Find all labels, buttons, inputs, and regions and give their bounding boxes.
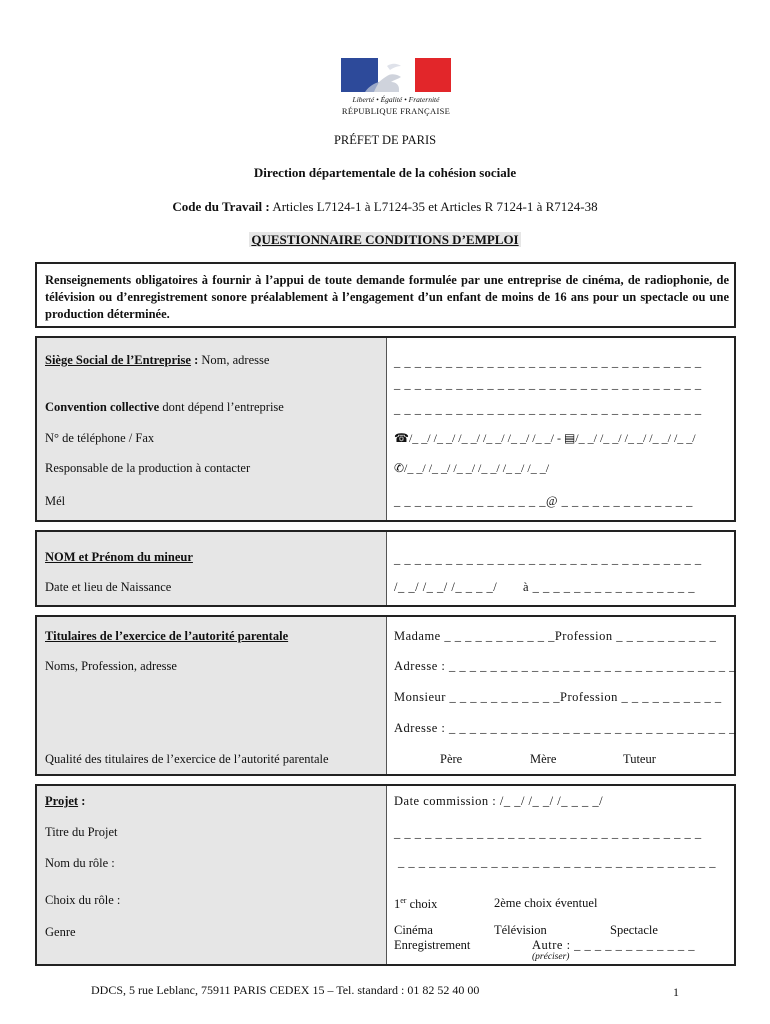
code-label: Code du Travail : xyxy=(172,199,270,214)
convention-label-row xyxy=(45,400,284,415)
siege-label: Siège Social de l’Entreprise xyxy=(45,353,191,367)
mel-field[interactable]: _ _ _ _ _ _ _ _ _ _ _ _ _ _ _@ _ _ _ _ _ _ _ _ _ _ _ _ _ xyxy=(394,494,693,508)
pere-option[interactable]: Père xyxy=(440,752,463,766)
prefet-title: PRÉFET DE PARIS xyxy=(333,133,437,147)
tel-fax-field[interactable]: ☎/_ _/ /_ _/ /_ _/ /_ _/ /_ _/ /_ _/ - ▤/_ _/ /_ _/ /_ _/ /_ _/ /_ _/ xyxy=(394,431,696,445)
genre-cinema-option[interactable]: Cinéma xyxy=(394,923,433,937)
choix-1-option[interactable] xyxy=(394,896,437,912)
nom-role-field[interactable]: _ _ _ _ _ _ _ _ _ _ _ _ _ _ _ _ _ _ _ _ _ _ _ _ _ _ _ _ _ _ _ xyxy=(398,855,716,869)
autorite-noms-label: Noms, Profession, adresse xyxy=(45,659,177,673)
titre-projet-field[interactable]: _ _ _ _ _ _ _ _ _ _ _ _ _ _ _ _ _ _ _ _ _ _ _ _ _ _ _ _ _ _ xyxy=(394,826,702,840)
genre-enregistrement-option[interactable]: Enregistrement xyxy=(394,938,471,952)
choix-2-option[interactable]: 2ème choix éventuel xyxy=(494,896,598,910)
siege-rest: Nom, adresse xyxy=(201,353,270,367)
titre-projet-label: Titre du Projet xyxy=(45,825,118,839)
choix-1-sup: er xyxy=(400,896,407,905)
footer-address: DDCS, 5 rue Leblanc, 75911 PARIS CEDEX 15 – Tel. standard : 01 82 52 40 00 xyxy=(91,983,480,997)
autorite-section xyxy=(35,615,736,776)
responsable-label: Responsable de la production à contacter xyxy=(45,461,251,475)
nom-role-label: Nom du rôle : xyxy=(45,856,115,870)
monsieur-field[interactable]: Monsieur _ _ _ _ _ _ _ _ _ _ _Profession _ _ _ _ _ _ _ _ _ _ xyxy=(394,690,722,704)
choix-1-rest: choix xyxy=(406,897,438,912)
preciser-hint: (préciser) xyxy=(532,952,570,962)
choix-1-num: 1 xyxy=(394,897,401,912)
autorite-title: Titulaires de l’exercice de l’autorité parentale xyxy=(45,629,289,643)
genre-spectacle-option[interactable]: Spectacle xyxy=(610,923,658,937)
responsable-phone-field[interactable]: ✆/_ _/ /_ _/ /_ _/ /_ _/ /_ _/ /_ _/ xyxy=(394,461,550,475)
entreprise-section xyxy=(35,336,736,522)
siege-line-1[interactable]: _ _ _ _ _ _ _ _ _ _ _ _ _ _ _ _ _ _ _ _ _ _ _ _ _ _ _ _ _ _ xyxy=(394,355,702,369)
code-travail xyxy=(0,199,770,215)
madame-field[interactable]: Madame _ _ _ _ _ _ _ _ _ _ _Profession _ _ _ _ _ _ _ _ _ _ xyxy=(394,629,717,643)
tel-label: N° de téléphone / Fax xyxy=(45,431,155,445)
intro-text: Renseignements obligatoires à fournir à l’appui de toute demande formulée par une entreprise de cinéma, de radiophonie, de télévision ou d’enregistrement sonore préalablement à l’engagement d’un enfant de moins de 16 ans pour un spectacle ou une production déterminée. xyxy=(45,273,729,321)
projet-title-row xyxy=(45,794,85,809)
siege-line-2[interactable]: _ _ _ _ _ _ _ _ _ _ _ _ _ _ _ _ _ _ _ _ _ _ _ _ _ _ _ _ _ _ xyxy=(394,377,702,391)
adresse-monsieur-field[interactable]: Adresse : _ _ _ _ _ _ _ _ _ _ _ _ _ _ _ _ _ _ _ _ _ _ _ _ _ _ _ _ xyxy=(394,721,736,735)
mineur-nom-label: NOM et Prénom du mineur xyxy=(45,550,193,564)
mere-option[interactable]: Mère xyxy=(530,752,557,766)
intro-box xyxy=(35,262,736,328)
genre-autre-field[interactable]: Autre : _ _ _ _ _ _ _ _ _ _ _ _ xyxy=(532,938,696,952)
siege-label-row xyxy=(45,353,269,368)
adresse-madame-field[interactable]: Adresse : _ _ _ _ _ _ _ _ _ _ _ _ _ _ _ _ _ _ _ _ _ _ _ _ _ _ _ _ xyxy=(394,659,736,673)
mineur-nom-field[interactable]: _ _ _ _ _ _ _ _ _ _ _ _ _ _ _ _ _ _ _ _ _ _ _ _ _ _ _ _ _ _ xyxy=(394,552,702,566)
logo-republic: RÉPUBLIQUE FRANÇAISE xyxy=(341,106,451,116)
convention-label: Convention collective xyxy=(45,400,160,414)
qualite-label: Qualité des titulaires de l’exercice de l’autorité parentale xyxy=(45,752,329,766)
questionnaire-title: QUESTIONNAIRE CONDITIONS D’EMPLOI xyxy=(251,232,519,247)
code-text: Articles L7124-1 à L7124-35 et Articles R 7124-1 à R7124-38 xyxy=(272,199,598,214)
page-number: 1 xyxy=(673,985,679,999)
direction-title: Direction départementale de la cohésion sociale xyxy=(253,165,517,180)
genre-television-option[interactable]: Télévision xyxy=(494,923,547,937)
marianne-flag-icon xyxy=(341,58,451,92)
naissance-lieu-field[interactable]: à _ _ _ _ _ _ _ _ _ _ _ _ _ _ _ _ xyxy=(523,580,696,594)
projet-colon: : xyxy=(78,794,86,808)
naissance-date-field[interactable]: /_ _/ /_ _/ /_ _ _ _/ xyxy=(394,580,498,594)
choix-role-label: Choix du rôle : xyxy=(45,893,121,907)
genre-label: Genre xyxy=(45,925,76,939)
date-commission-field[interactable]: Date commission : /_ _/ /_ _/ /_ _ _ _/ xyxy=(394,794,604,808)
projet-section xyxy=(35,784,736,966)
questionnaire-title-wrap xyxy=(0,232,770,248)
convention-rest: dont dépend l’entreprise xyxy=(159,400,284,414)
convention-line[interactable]: _ _ _ _ _ _ _ _ _ _ _ _ _ _ _ _ _ _ _ _ _ _ _ _ _ _ _ _ _ _ xyxy=(394,402,702,416)
projet-title: Projet xyxy=(45,794,79,808)
mel-label: Mél xyxy=(45,494,66,508)
logo-motto: Liberté • Égalité • Fraternité xyxy=(352,95,440,104)
tuteur-option[interactable]: Tuteur xyxy=(623,752,656,766)
naissance-label: Date et lieu de Naissance xyxy=(45,580,172,594)
siege-colon: : xyxy=(190,353,202,367)
mineur-section xyxy=(35,530,736,607)
